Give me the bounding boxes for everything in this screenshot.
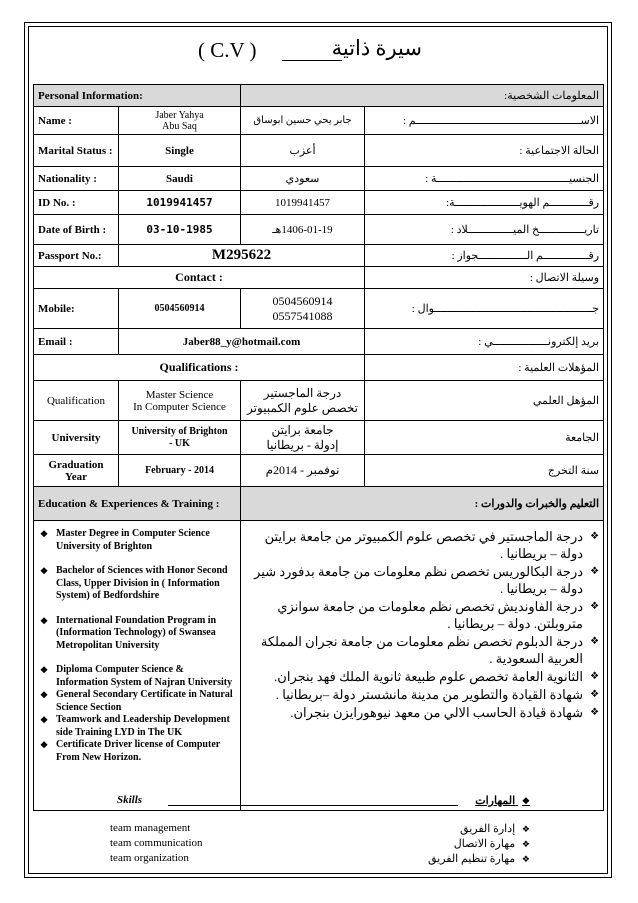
university-ar-1: جامعة برايتن — [271, 422, 334, 437]
skill-en: team management — [110, 822, 191, 834]
qual-title-ar: المؤهلات العلمية : — [365, 355, 604, 381]
personal-title-en: Personal Information: — [34, 85, 241, 107]
university-label-ar: الجامعة — [365, 421, 604, 455]
graduation-label: Graduation Year — [34, 455, 119, 487]
contact-header-row — [34, 267, 604, 289]
row-dob — [34, 215, 604, 245]
skills-header — [100, 794, 530, 808]
row-mobile — [34, 289, 604, 329]
passport-value: M295622 — [119, 245, 365, 267]
qualification-label-ar: المؤهل العلمي — [365, 381, 604, 421]
title-en: ( C.V ) — [198, 38, 257, 62]
edu-item-en: ❖ General Secondary Certificate in Natural Science Section — [38, 689, 236, 714]
university-en-2: - UK — [169, 437, 190, 449]
skill-row — [100, 852, 530, 866]
row-nationality — [34, 167, 604, 191]
qualification-value-ar — [241, 381, 365, 421]
skill-ar — [454, 837, 530, 850]
skills-title-ar — [475, 794, 530, 807]
graduation-label-ar: سنة التخرج — [365, 455, 604, 487]
dob-value-en: 03-10-1985 — [119, 215, 241, 245]
qualification-en-1: Master Science — [145, 388, 214, 401]
row-passport — [34, 245, 604, 267]
edu-item-ar: ❖ شهادة قيادة الحاسب الالي من معهد نيوهورايزن بنجران. — [245, 704, 599, 721]
row-university — [34, 421, 604, 455]
edu-item-en: ❖ Diploma Computer Science & Information System of Najran University — [38, 664, 236, 689]
edu-list-en-cell — [34, 521, 241, 811]
edu-item-ar: ❖ درجة الماجستير في تخصص علوم الكمبيوتر من جامعة برايتن دولة – بريطانيا . — [245, 528, 599, 562]
marital-value-en: Single — [119, 135, 241, 167]
diamond-icon: ❖ — [521, 839, 530, 849]
qualification-label: Qualification — [34, 381, 119, 421]
qual-title-en: Qualifications : — [34, 355, 365, 381]
edu-item-ar: ❖ درجة الدبلوم تخصص نظم معلومات من جامعة نجران المملكة العربية السعودية . — [245, 633, 599, 667]
id-label: ID No. : — [34, 191, 119, 215]
edu-item-ar: ❖ درجة الفاونديش تخصص نظم معلومات من جامعة سوانزي متروبلتن. دولة – بريطانيا . — [245, 598, 599, 632]
row-name — [34, 107, 604, 135]
edu-item-en: ❖ Bachelor of Sciences with Honor Second Class, Upper Division in ( Information System) of Bedfordshire — [38, 565, 236, 603]
edu-body-row — [34, 521, 604, 811]
graduation-value-en: February - 2014 — [119, 455, 241, 487]
id-value-en: 1019941457 — [119, 191, 241, 215]
edu-item-ar: ❖ درجة البكالوريس تخصص نظم معلومات من جامعة بدفورد شير دولة – بريطانيا . — [245, 563, 599, 597]
dob-value-ar: 1406-01-19هـ — [241, 215, 365, 245]
skills-underline — [168, 805, 458, 806]
name-first: Jaber Yahya — [155, 109, 204, 121]
diamond-icon: ❖ — [521, 796, 530, 806]
contact-title-ar: وسيلة الاتصال : — [365, 267, 604, 289]
id-value-ar: 1019941457 — [241, 191, 365, 215]
edu-item-en: ❖ International Foundation Program in (Information Technology) of Swansea Metropolitan University — [38, 615, 236, 653]
mobile-values-ar — [241, 289, 365, 329]
edu-header-row — [34, 487, 604, 521]
passport-label: Passport No.: — [34, 245, 119, 267]
mobile-value: 0504560914 — [119, 289, 241, 329]
row-email — [34, 329, 604, 355]
edu-item-en: ❖ Master Degree in Computer Science University of Brighton — [38, 528, 236, 553]
contact-title-en: Contact : — [34, 267, 365, 289]
edu-list-ar-cell — [241, 521, 604, 811]
university-value-ar — [241, 421, 365, 455]
university-label: University — [34, 421, 119, 455]
name-label: Name : — [34, 107, 119, 135]
edu-list-ar — [245, 528, 599, 721]
email-label: Email : — [34, 329, 119, 355]
email-value[interactable]: Jaber88_y@hotmail.com — [119, 329, 365, 355]
qualification-en-2: In Computer Science — [133, 400, 226, 413]
skill-ar — [460, 822, 530, 835]
skill-en: team communication — [110, 837, 203, 849]
edu-item-ar: ❖ الثانوية العامة تخصص علوم طبيعة ثانوية الملك فهد بنجران. — [245, 668, 599, 685]
row-id — [34, 191, 604, 215]
nationality-label: Nationality : — [34, 167, 119, 191]
dob-label-ar: تاريــــــــــــــخ الميــــــــــــــلاد : — [365, 215, 604, 245]
row-qualification — [34, 381, 604, 421]
name-last: Abu Saq — [162, 120, 197, 132]
row-marital — [34, 135, 604, 167]
edu-title-en: Education & Experiences & Training : — [34, 487, 241, 521]
mobile-ar-2: 0557541088 — [272, 308, 333, 323]
title-ar: سيرة ذاتية — [331, 36, 422, 60]
skill-en: team organization — [110, 852, 189, 864]
university-ar-2: إدولة - بريطانيا — [266, 437, 339, 452]
marital-value-ar: أعزب — [241, 135, 365, 167]
university-value-en — [119, 421, 241, 455]
nationality-label-ar: الجنسيـــــــــــــــــــــــــــــــــــــــــة : — [365, 167, 604, 191]
qualification-ar-1: درجة الماجستير — [263, 385, 342, 400]
mobile-label-ar: جـــــــــــــــــــــــــــــــــــــــــــــــــوال : — [365, 289, 604, 329]
nationality-value-en: Saudi — [119, 167, 241, 191]
qual-header-row — [34, 355, 604, 381]
dob-label: Date of Birth : — [34, 215, 119, 245]
mobile-label: Mobile: — [34, 289, 119, 329]
university-en-1: University of Brighton — [131, 425, 228, 437]
name-label-ar: الاســـــــــــــــــــــــــــــــــــــــــــــــــــم : — [365, 107, 604, 135]
personal-title-ar: المعلومات الشخصية: — [241, 85, 604, 107]
edu-item-ar: ❖ شهادة القيادة والتطوير من مدينة مانشستر دولة –بريطانيا . — [245, 686, 599, 703]
edu-list-en — [38, 528, 236, 764]
qualification-value-en — [119, 381, 241, 421]
edu-item-en: ❖ Teamwork and Leadership Development side Training LYD in The UK — [38, 714, 236, 739]
skills-title-ar-text: المهارات — [475, 795, 516, 807]
edu-item-en: ❖ Certificate Driver license of Computer From New Horizon. — [38, 739, 236, 764]
skill-row — [100, 822, 530, 836]
skill-ar-text: مهارة الاتصال — [453, 838, 516, 850]
name-value-en — [119, 107, 241, 135]
email-label-ar: بريد إلكترونـــــــــــــــــي : — [365, 329, 604, 355]
edu-title-ar: التعليم والخبرات والدورات : — [241, 487, 604, 521]
id-label-ar: رقــــــــــــم الهويــــــــــــــــــــة: — [365, 191, 604, 215]
diamond-icon: ❖ — [521, 824, 530, 834]
cv-table — [33, 84, 604, 811]
graduation-value-ar: نوفمبر - 2014م — [241, 455, 365, 487]
skill-row — [100, 837, 530, 851]
skills-title-en: Skills — [117, 794, 143, 806]
nationality-value-ar: سعودي — [241, 167, 365, 191]
mobile-ar-1: 0504560914 — [272, 293, 333, 308]
passport-label-ar: رقــــــــــــــم الـــــــــــــــجواز : — [365, 245, 604, 267]
marital-label: Marital Status : — [34, 135, 119, 167]
qualification-ar-2: تخصص علوم الكمبيوتر — [247, 400, 358, 415]
personal-header-row — [34, 85, 604, 107]
row-graduation — [34, 455, 604, 487]
marital-label-ar: الحالة الاجتماعية : — [365, 135, 604, 167]
skill-ar-text: مهارة تنظيم الفريق — [427, 853, 516, 865]
skill-ar — [428, 852, 530, 865]
skill-ar-text: إدارة الفريق — [460, 823, 516, 835]
name-value-ar: جابر يحي حسين ابوساق — [241, 107, 365, 135]
diamond-icon: ❖ — [521, 854, 530, 864]
